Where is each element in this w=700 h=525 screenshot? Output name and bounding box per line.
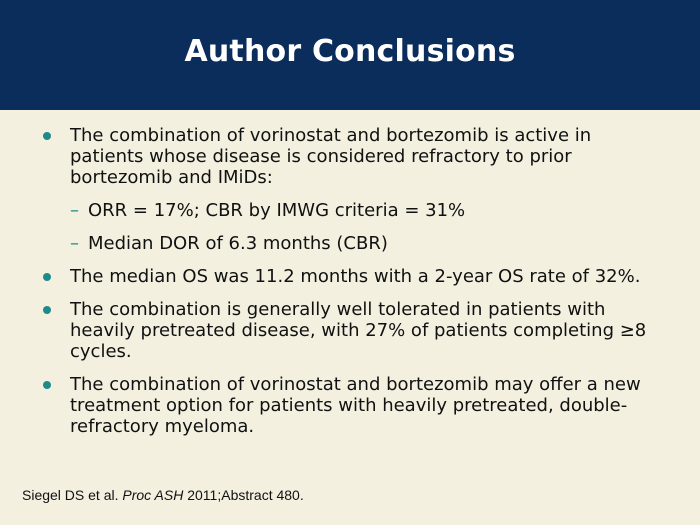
bullet-item-3 xyxy=(0,299,700,362)
slide-title: Author Conclusions xyxy=(184,33,516,69)
sub-bullet-text: Median DOR of 6.3 months (CBR) xyxy=(88,233,388,254)
dash-icon: – xyxy=(70,200,79,221)
citation-journal: Proc ASH xyxy=(122,487,184,503)
bullet-text: The median OS was 11.2 months with a 2-year OS rate of 32%. xyxy=(70,266,641,287)
sub-bullet-text: ORR = 17%; CBR by IMWG criteria = 31% xyxy=(88,200,466,221)
title-bar xyxy=(0,0,700,110)
bullet-item-1 xyxy=(0,125,700,188)
citation xyxy=(22,487,304,503)
bullet-list xyxy=(0,125,700,449)
sub-bullet-list xyxy=(0,200,700,254)
bullet-dot-icon xyxy=(43,132,51,140)
bullet-dot-icon xyxy=(43,273,51,281)
dash-icon: – xyxy=(70,233,79,254)
citation-detail: 2011;Abstract 480. xyxy=(183,487,304,503)
bullet-text: The combination is generally well tolerated in patients with heavily pretreated disease, with 27% of patients completing ≥8 cycles. xyxy=(70,299,647,362)
bullet-item-2 xyxy=(0,266,700,287)
bullet-text: The combination of vorinostat and bortezomib is active in patients whose disease is considered refractory to prior bortezomib and IMiDs: xyxy=(70,125,592,188)
sub-bullet-item-2 xyxy=(0,233,700,254)
sub-bullet-item-1 xyxy=(0,200,700,221)
citation-authors: Siegel DS et al. xyxy=(22,487,123,503)
bullet-item-4 xyxy=(0,374,700,437)
bullet-text: The combination of vorinostat and bortezomib may offer a new treatment option for patients with heavily pretreated, double-refractory myeloma. xyxy=(70,374,641,437)
bullet-dot-icon xyxy=(43,381,51,389)
bullet-dot-icon xyxy=(43,306,51,314)
